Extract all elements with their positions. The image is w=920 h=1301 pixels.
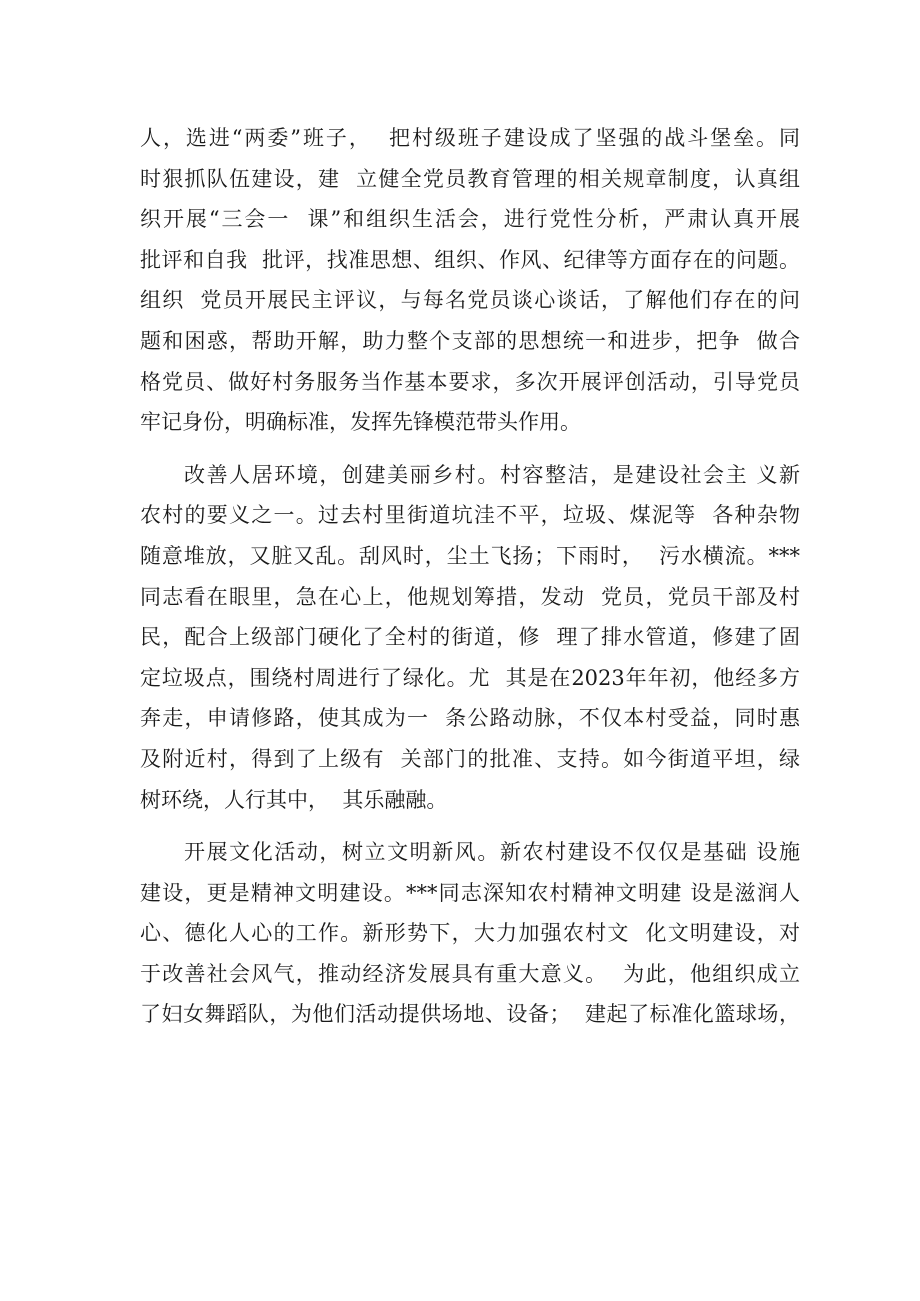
text-line: 奔走，申请修路，使其成为一 条公路动脉，不仅本村受益，同时惠	[140, 706, 800, 731]
text-line: 格党员、做好村务服务当作基本要求，多次开展评创活动，引导党员	[140, 369, 800, 394]
document-body	[140, 118, 800, 1035]
text-line: 同志看在眼里，急在心上，他规划筹措，发动 党员，党员干部及村	[140, 584, 800, 609]
text-line: 随意堆放，又脏又乱。刮风时，尘土飞扬；下雨时， 污水横流。***	[140, 543, 800, 568]
paragraph-living-environment	[140, 455, 800, 820]
text-line: 改善人居环境，创建美丽乡村。村容整洁，是建设社会主 义新	[184, 462, 800, 487]
paragraph-spacer	[140, 443, 800, 455]
paragraph-spacer	[140, 820, 800, 832]
text-line: 时狠抓队伍建设，建 立健全党员教育管理的相关规章制度，认真组	[140, 166, 800, 191]
text-line: 题和困惑，帮助开解，助力整个支部的思想统一和进步，把争 做合	[140, 328, 800, 353]
text-line: 心、德化人心的工作。新形势下，大力加强农村文 化文明建设，对	[140, 921, 800, 946]
text-line: 及附近村，得到了上级有 关部门的批准、支持。如今街道平坦，绿	[140, 746, 800, 771]
text-line: 人，选进“两委”班子， 把村级班子建设成了坚强的战斗堡垒。同	[140, 126, 800, 150]
text-line: 农村的要义之一。过去村里街道坑洼不平，垃圾、煤泥等 各种杂物	[140, 503, 800, 528]
text-line: 开展文化活动，树立文明新风。新农村建设不仅仅是基础 设施	[184, 840, 800, 865]
text-line: 批评和自我 批评，找准思想、组织、作风、纪律等方面存在的问题。	[140, 247, 800, 272]
text-line: 建设，更是精神文明建设。***同志深知农村精神文明建 设是滋润人	[140, 880, 800, 905]
text-line: 民，配合上级部门硬化了全村的街道，修 理了排水管道，修建了固	[140, 625, 800, 650]
text-line: 牢记身份，明确标准，发挥先锋模范带头作用。	[140, 410, 581, 435]
text-line: 定垃圾点，围绕村周进行了绿化。尤 其是在2023年年初，他经多方	[140, 665, 800, 690]
paragraph-cultural-activities	[140, 832, 800, 1035]
text-line: 组织 党员开展民主评议，与每名党员谈心谈话，了解他们存在的问	[140, 288, 800, 313]
text-line: 了妇女舞蹈队，为他们活动提供场地、设备； 建起了标准化篮球场，	[140, 1002, 800, 1027]
paragraph-party-building	[140, 118, 800, 443]
text-line: 树环绕，人行其中， 其乐融融。	[140, 787, 448, 812]
text-line: 于改善社会风气，推动经济发展具有重大意义。 为此，他组织成立	[140, 961, 800, 986]
text-line: 织开展“三会一 课”和组织生活会，进行党性分析，严肃认真开展	[140, 207, 800, 232]
